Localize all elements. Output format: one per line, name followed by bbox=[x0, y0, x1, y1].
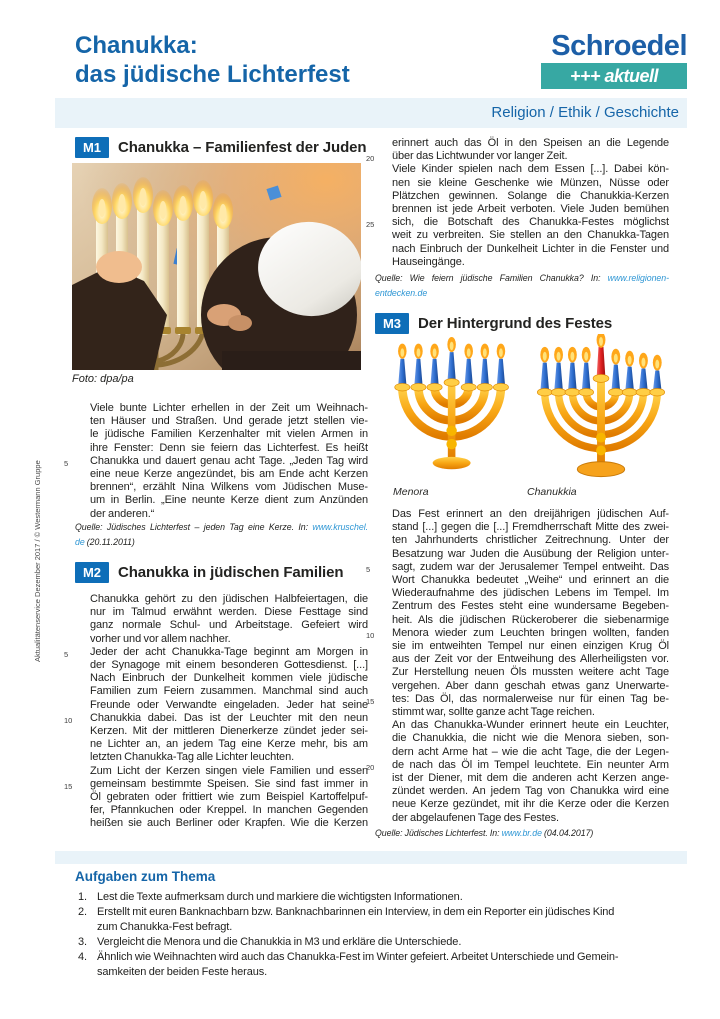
text-line-content: stimmt war, sollte ganze acht Tage reichen. bbox=[392, 706, 595, 719]
text-line bbox=[392, 772, 669, 785]
text-line bbox=[90, 633, 368, 646]
text-line bbox=[392, 177, 669, 190]
text-line bbox=[392, 798, 669, 811]
menorah-photo bbox=[72, 163, 361, 370]
text-line-content: Zentrum des Festes steht eine wundersame Begeben- bbox=[392, 600, 669, 613]
text-line-content: Öl gebraten oder frittiert wie zum Beispiel Kartoffelpuf- bbox=[90, 791, 368, 804]
text-line-content: sich, die Botschaft des Chanukka-Festes möglichst bbox=[392, 216, 669, 229]
text-line bbox=[392, 534, 669, 547]
text-line-content: An das Chanukka-Wunder erinnert heute ein Leuchter, bbox=[392, 719, 669, 732]
text-line-content: Wort Chanukka bedeutet „Weihe“ und erinnert an die bbox=[392, 574, 669, 587]
text-line-content: Familien zum Feiern zusammen. Manchmal sind auch bbox=[90, 685, 368, 698]
text-line bbox=[392, 548, 669, 561]
task-number: 3. bbox=[78, 936, 87, 948]
m3-text bbox=[366, 508, 669, 825]
m3-heading: Der Hintergrund des Festes bbox=[418, 315, 613, 332]
task-number: 1. bbox=[78, 891, 87, 903]
text-line-content: le jüdische Familien Kerzenhalter mit vielen Armen in bbox=[90, 428, 368, 441]
text-line bbox=[64, 711, 368, 725]
text-line bbox=[90, 494, 368, 507]
text-line-content: tes: Das Öl, das normalerweise nur für einen Tag be- bbox=[392, 692, 669, 705]
text-line bbox=[392, 600, 669, 613]
text-line-content: über das Lichtwunder vor langer Zeit. bbox=[392, 150, 568, 163]
text-line-content: dern acht Arme hat – wie die acht Tage, die der Legen- bbox=[392, 745, 669, 758]
text-line bbox=[392, 680, 669, 693]
text-line-content: ten Häuser und Straßen. Und gerade jetzt stellen vie- bbox=[90, 415, 368, 428]
text-line bbox=[392, 746, 669, 759]
text-line-content: Viele bunte Lichter erhellen in der Zeit um Weihnach- bbox=[90, 402, 368, 414]
photo-hand bbox=[96, 251, 142, 283]
text-line bbox=[90, 685, 368, 698]
page-title-line1: Chanukka: bbox=[75, 32, 198, 59]
section-divider-bar bbox=[55, 851, 687, 864]
text-line-content: Zur Herstellung neuen Öls mussten weitere acht Tage bbox=[392, 666, 669, 679]
text-line-content: heißen sie auch Berliner oder Krapfen. Wie die Kerzen bbox=[90, 817, 368, 830]
text-line-content: zündet werden. An jedem Tag von Chanukka wird eine bbox=[392, 785, 669, 798]
text-line-content: eine neue Kerze angezündet, bis am Ende acht Kerzen bbox=[90, 468, 368, 481]
m1-source bbox=[75, 520, 368, 550]
text-line-content: ne Lichter an, an jedem Tag eine Kerze mehr, bis am bbox=[90, 738, 368, 751]
text-line-content: Chanukkia dabei. Das ist der Leuchter mit den neun bbox=[90, 711, 368, 724]
line-number: 15 bbox=[366, 696, 375, 706]
text-line-content: brennen“, erzählt Nina Wilkens vom Jüdischen Muse- bbox=[90, 481, 368, 494]
m3-figures bbox=[390, 332, 682, 492]
task-line: samkeiten der beiden Feste heraus. bbox=[97, 966, 268, 978]
text-line-content: vorher und vor allem nachher. bbox=[90, 632, 231, 645]
publisher-logo: Schroedel bbox=[551, 30, 687, 62]
text-line bbox=[90, 593, 368, 606]
text-line bbox=[392, 229, 669, 242]
task-line: zum Chanukka-Fest befragt. bbox=[97, 921, 233, 933]
m2-heading: Chanukka in jüdischen Familien bbox=[118, 564, 344, 581]
text-line-content: Chanukka gehört zu den jüdischen Halbfeiertagen, die bbox=[90, 593, 368, 605]
text-line bbox=[392, 719, 669, 732]
source-link[interactable]: www.kruschel. bbox=[312, 522, 368, 532]
text-line-content: gemeinsam bestimmte Speisen. Sie sind fast immer in bbox=[90, 777, 368, 790]
text-line bbox=[64, 454, 368, 468]
text-line bbox=[90, 402, 368, 415]
text-line-content: neue Kerze gezündet, mit ihr die Kerze oder die Kerzen bbox=[392, 798, 669, 811]
menorah-photo-graphic bbox=[72, 163, 361, 370]
text-line bbox=[392, 243, 669, 256]
text-line bbox=[392, 653, 669, 666]
subject-line: Religion / Ethik / Geschichte bbox=[491, 104, 679, 121]
text-line-content: nur im Talmud erwähnt werden. Diese Festtage sind bbox=[90, 606, 368, 619]
text-line bbox=[90, 725, 368, 738]
text-line bbox=[366, 692, 669, 706]
text-line bbox=[392, 521, 669, 534]
text-line-content: Besatzung war Juden die Ausübung der Religion unter- bbox=[392, 547, 669, 560]
m2-text-left bbox=[64, 593, 368, 831]
text-line bbox=[90, 468, 368, 481]
text-line-content: letzten Chanukka-Tag alle Lichter leuchten. bbox=[90, 751, 295, 764]
text-line bbox=[392, 666, 669, 679]
text-line bbox=[366, 560, 669, 574]
line-number: 5 bbox=[64, 458, 69, 468]
text-line-content: um in Berlin. „Eine neunte Kerze dient zum Anzünden bbox=[90, 494, 368, 507]
line-number: 10 bbox=[366, 630, 375, 640]
task-item bbox=[78, 950, 688, 980]
line-number: 5 bbox=[366, 564, 371, 574]
text-line-content: aus der Zeit vor der Entweihung des Allerheiligsten vor. bbox=[392, 653, 669, 666]
text-line-content: Viele Kinder spielen nach dem Essen [...]. Dabei kön- bbox=[392, 163, 669, 176]
source-line bbox=[75, 535, 368, 550]
text-line bbox=[392, 190, 669, 203]
source-text: Quelle: Jüdisches Lichterfest – jeden Tag eine Kerze. In: bbox=[75, 522, 313, 532]
text-line-content: der abgelaufenen Tage des Festes. bbox=[392, 811, 559, 824]
sidebar-credit: Aktualitätenservice Dezember 2017 / © Westermann Gruppe bbox=[33, 460, 42, 662]
page-title-line2: das jüdische Lichterfest bbox=[75, 61, 350, 88]
line-number: 15 bbox=[64, 781, 73, 791]
publisher-logo-badge: +++ aktuell bbox=[541, 63, 687, 89]
line-number: 20 bbox=[366, 154, 375, 164]
m1-heading: Chanukka – Familienfest der Juden bbox=[118, 139, 367, 156]
text-line-content: Chanukka und dauert genau acht Tage. „Jeden Tag wird bbox=[90, 454, 368, 467]
task-list bbox=[78, 890, 688, 980]
task-number: 2. bbox=[78, 906, 87, 918]
text-line-content: ist der Diener, mit dem die anderen acht Kerzen ange- bbox=[392, 772, 669, 785]
text-line bbox=[392, 256, 669, 269]
text-line bbox=[90, 765, 368, 778]
text-line bbox=[90, 804, 368, 817]
text-line bbox=[90, 415, 368, 428]
text-line-content: Das Fest erinnert an den dreijährigen jüdischen Auf- bbox=[392, 508, 669, 520]
text-line bbox=[90, 738, 368, 751]
text-line bbox=[90, 817, 368, 830]
source-line bbox=[375, 271, 669, 286]
text-line bbox=[392, 640, 669, 653]
text-line bbox=[64, 777, 368, 791]
text-line-content: vergehen. Aber dann geschah etwas ganz Unerwarte- bbox=[392, 679, 669, 692]
text-line-content: sie im entweihten Tempel nur einen einzigen Krug Öl bbox=[392, 640, 669, 653]
source-line bbox=[75, 520, 368, 535]
m1-text bbox=[64, 402, 368, 521]
m3-badge: M3 bbox=[375, 313, 409, 334]
source-line bbox=[375, 286, 669, 301]
source-text: (20.11.2011) bbox=[84, 537, 135, 547]
text-line-content: sagt, zudem war der Jerusalemer Tempel entweiht. Das bbox=[392, 560, 669, 573]
text-line bbox=[392, 587, 669, 600]
line-number: 5 bbox=[64, 649, 69, 659]
text-line bbox=[392, 614, 669, 627]
text-line-content: Menora wieder zum Leuchten bringen wollten, fanden bbox=[392, 626, 669, 639]
chanukkia-label: Chanukkia bbox=[527, 486, 577, 498]
text-line bbox=[392, 732, 669, 745]
source-text: (04.04.2017) bbox=[541, 828, 594, 838]
text-line-content: weit zu verbreiten. Sie stellen an den Chanukka-Tagen bbox=[392, 229, 669, 242]
text-line-content: der anderen.“ bbox=[90, 507, 155, 520]
text-line bbox=[392, 706, 669, 719]
task-item bbox=[78, 890, 688, 905]
page-title bbox=[75, 31, 350, 89]
line-number: 20 bbox=[366, 762, 375, 772]
text-line-content: Freunde oder Verwandte eingeladen. Jeder hat seine bbox=[90, 698, 368, 711]
text-line-content: brennen ist jede Arbeit verboten. Viele Juden bemühen bbox=[392, 203, 669, 216]
source-link[interactable]: entdecken.de bbox=[375, 288, 428, 298]
text-line-content: nach Einbruch der Dunkelheit Lichter in die Fenster und bbox=[392, 242, 669, 255]
line-number: 25 bbox=[366, 220, 375, 230]
photo-caption: Foto: dpa/pa bbox=[72, 373, 134, 385]
text-line bbox=[90, 606, 368, 619]
text-line-content: ganz normale Schul- und Arbeitstage. Gefeiert wird bbox=[90, 619, 368, 632]
text-line-content: die Chanukkia, die nicht wie die Menora sieben, son- bbox=[392, 732, 669, 745]
text-line bbox=[392, 574, 669, 587]
task-line: Ähnlich wie Weihnachten wird auch das Chanukka-Fest im Winter gefeiert. Arbeitet Unterschiede und Gemein- bbox=[97, 951, 619, 963]
text-line bbox=[90, 428, 368, 441]
task-item bbox=[78, 905, 688, 935]
text-line bbox=[90, 672, 368, 685]
source-link[interactable]: de bbox=[75, 537, 85, 547]
text-line bbox=[90, 699, 368, 712]
m1-badge: M1 bbox=[75, 137, 109, 158]
menora-label: Menora bbox=[393, 486, 429, 498]
text-line-content: ihre Fenster: Denn sie feiern das Lichterfest. Es heißt bbox=[90, 441, 368, 454]
text-line-content: stand [...] gegen die [...] Fremdherrschaft Mitte des zwei- bbox=[392, 521, 669, 534]
tasks-heading: Aufgaben zum Thema bbox=[75, 869, 216, 884]
text-line bbox=[392, 508, 669, 521]
text-line bbox=[392, 137, 669, 150]
text-line-content: Zum Licht der Kerzen singen viele Familien und essen bbox=[90, 764, 368, 777]
text-line bbox=[366, 150, 669, 164]
task-line: Erstellt mit euren Banknachbarn bzw. Banknachbarinnen ein Interview, in dem ein Reporter ein jüdisches Kind bbox=[97, 906, 615, 918]
text-line bbox=[366, 626, 669, 640]
text-line-content: nen sie kleine Geschenke wie Münzen, Nüsse oder bbox=[392, 176, 669, 189]
text-line bbox=[366, 758, 669, 772]
text-line bbox=[392, 203, 669, 216]
text-line bbox=[366, 216, 669, 230]
text-line bbox=[392, 785, 669, 798]
subject-bar bbox=[55, 98, 687, 128]
text-line-content: heit. Als die jüdischen Rückeroberer die siebenarmige bbox=[392, 613, 669, 626]
task-item bbox=[78, 935, 688, 950]
text-line-content: Kerzen. Mit der mittleren Dienerkerze zündet jeder sei- bbox=[90, 725, 368, 738]
task-line: Vergleicht die Menora und die Chanukkia in M3 und erkläre die Unterschiede. bbox=[97, 936, 462, 948]
text-line bbox=[90, 619, 368, 632]
text-line-content: Hauseingänge. bbox=[392, 255, 465, 268]
shamash-candle bbox=[597, 334, 606, 378]
text-line bbox=[392, 812, 669, 825]
source-link[interactable]: www.religionen- bbox=[607, 273, 669, 283]
text-line-content: de nach das Öl im Tempel leuchtete. Ein neunter Arm bbox=[392, 758, 669, 771]
task-number: 4. bbox=[78, 951, 87, 963]
text-line bbox=[90, 659, 368, 672]
line-number: 10 bbox=[64, 715, 73, 725]
task-line: Lest die Texte aufmerksam durch und markiere die wichtigsten Informationen. bbox=[97, 891, 463, 903]
text-line-content: ten Jahrhunderts christlicher Zeitrechnung. Unter der bbox=[392, 534, 669, 547]
text-line bbox=[90, 508, 368, 521]
source-line bbox=[375, 826, 669, 841]
text-line bbox=[90, 481, 368, 494]
text-line-content: Nach Einbruch der Dunkelheit kommen viele jüdische bbox=[90, 672, 368, 685]
menora-illustration bbox=[390, 334, 518, 484]
text-line bbox=[90, 751, 368, 764]
source-text: Quelle: Jüdisches Lichterfest. In: bbox=[375, 828, 502, 838]
text-line bbox=[392, 163, 669, 176]
m3-source bbox=[375, 826, 669, 841]
m2-source bbox=[375, 271, 669, 301]
text-line-content: fer, Pfannkuchen oder Kreppel. In manchen Gegenden bbox=[90, 804, 368, 817]
m2-text-right bbox=[366, 137, 669, 269]
source-text: Quelle: Wie feiern jüdische Familien Chanukka? In: bbox=[375, 273, 608, 283]
text-line-content: erinnert auch das Öl in den Speisen an die Legende bbox=[392, 137, 669, 149]
text-line bbox=[90, 791, 368, 804]
text-line-content: Jeder der acht Chanukka-Tage beginnt am Morgen in bbox=[90, 645, 368, 658]
text-line bbox=[90, 442, 368, 455]
text-line-content: der Synagoge mit einem besonderen Gottesdienst. [...] bbox=[90, 659, 368, 672]
source-link[interactable]: www.br.de bbox=[501, 828, 542, 838]
m2-badge: M2 bbox=[75, 562, 109, 583]
text-line bbox=[64, 645, 368, 659]
text-line-content: Wiederaufnahme des jüdischen Lebens im Tempel. Im bbox=[392, 587, 669, 600]
text-line-content: Plätzchen gewinnen. Solange die Chanukkia-Kerzen bbox=[392, 189, 669, 202]
chanukkia-illustration bbox=[526, 334, 676, 484]
